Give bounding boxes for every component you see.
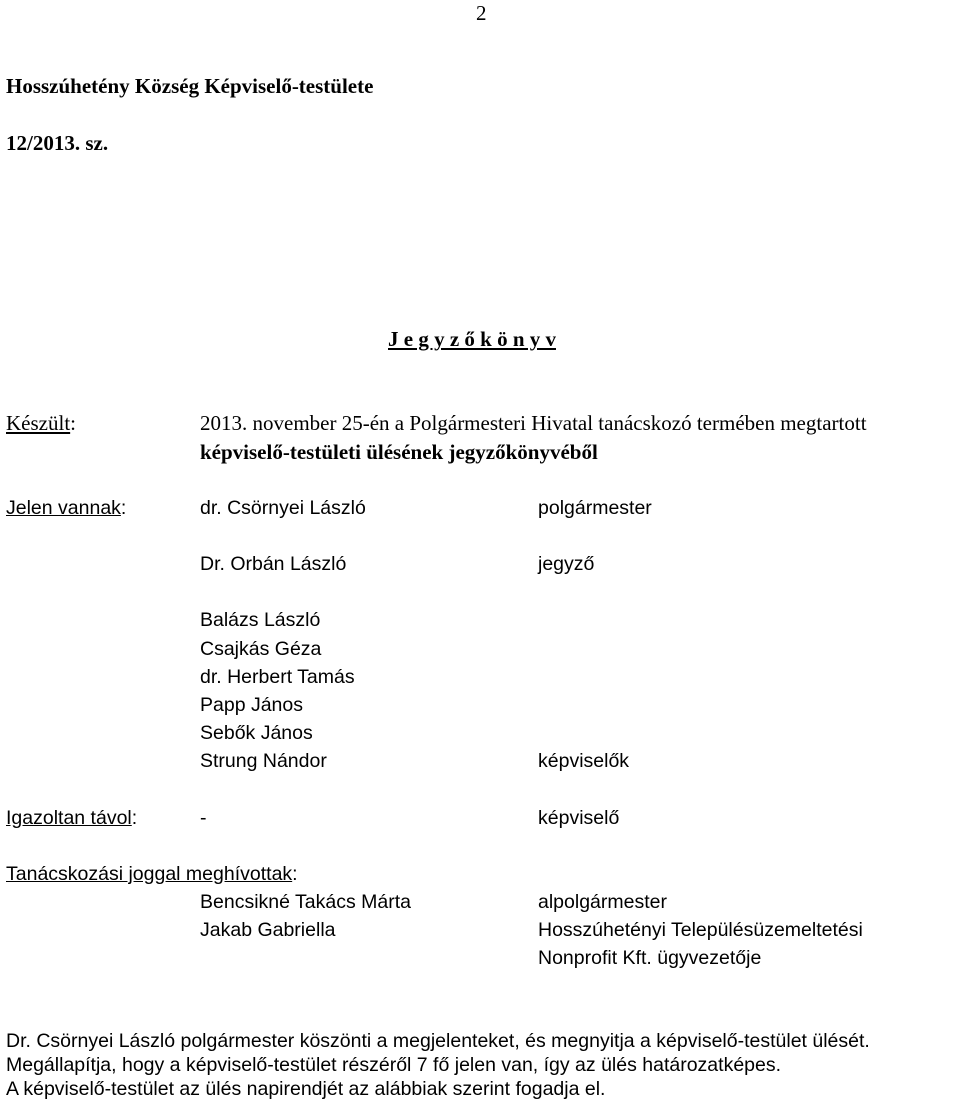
representative-name: Csajkás Géza	[200, 638, 322, 660]
closing-paragraph	[6, 1029, 870, 1101]
representatives-role: képviselők	[538, 750, 630, 772]
prepared-line-1: 2013. november 25-én a Polgármesteri Hivatal tanácskozó termében megtartott	[200, 411, 867, 435]
representative-name: Sebők János	[200, 722, 313, 744]
prepared-line-2: képviselő-testületi ülésének jegyzőkönyvéből	[200, 440, 598, 464]
prepared-label-text: Készült	[6, 411, 71, 435]
representative-name: Balázs László	[200, 609, 321, 631]
invited-role: Hosszúhetényi Településüzemeltetési	[538, 919, 863, 941]
prepared-label	[6, 411, 76, 435]
absent-label-text: Igazoltan távol	[6, 807, 132, 829]
council-title: Hosszúhetény Község Képviselő-testülete	[6, 74, 374, 98]
representative-name: Strung Nándor	[200, 750, 327, 772]
present-label-text: Jelen vannak	[6, 497, 121, 519]
invited-name: Bencsikné Takács Márta	[200, 891, 411, 913]
invited-label	[6, 862, 298, 886]
closing-line: Megállapítja, hogy a képviselő-testület részéről 7 fő jelen van, így az ülés határozatképes.	[6, 1054, 782, 1076]
absent-label	[6, 806, 137, 830]
mayor-name: dr. Csörnyei László	[200, 497, 366, 519]
prepared-label-colon: :	[70, 411, 76, 435]
present-label	[6, 496, 126, 520]
notary-name: Dr. Orbán László	[200, 553, 347, 575]
representative-name: Papp János	[200, 694, 303, 716]
mayor-role: polgármester	[538, 497, 652, 519]
absent-value: -	[200, 807, 207, 829]
representative-name: dr. Herbert Tamás	[200, 666, 355, 688]
absent-role: képviselő	[538, 807, 620, 829]
invited-label-text: Tanácskozási joggal meghívottak	[6, 863, 293, 885]
closing-line: Dr. Csörnyei László polgármester köszönti a megjelenteket, és megnyitja a képviselő-testület ülését.	[6, 1030, 870, 1052]
closing-line: A képviselő-testület az ülés napirendjét az alábbiak szerint fogadja el.	[6, 1078, 606, 1100]
invited-role: alpolgármester	[538, 891, 667, 913]
present-label-colon: :	[120, 497, 127, 519]
invited-role-continuation: Nonprofit Kft. ügyvezetője	[538, 947, 762, 969]
invited-name: Jakab Gabriella	[200, 919, 336, 941]
page-number: 2	[476, 1, 487, 25]
absent-label-colon: :	[131, 807, 138, 829]
document-number: 12/2013. sz.	[6, 131, 109, 155]
invited-label-colon: :	[292, 863, 298, 885]
notary-role: jegyző	[538, 553, 595, 575]
document-heading: J e g y z ő k ö n y v	[388, 327, 556, 351]
